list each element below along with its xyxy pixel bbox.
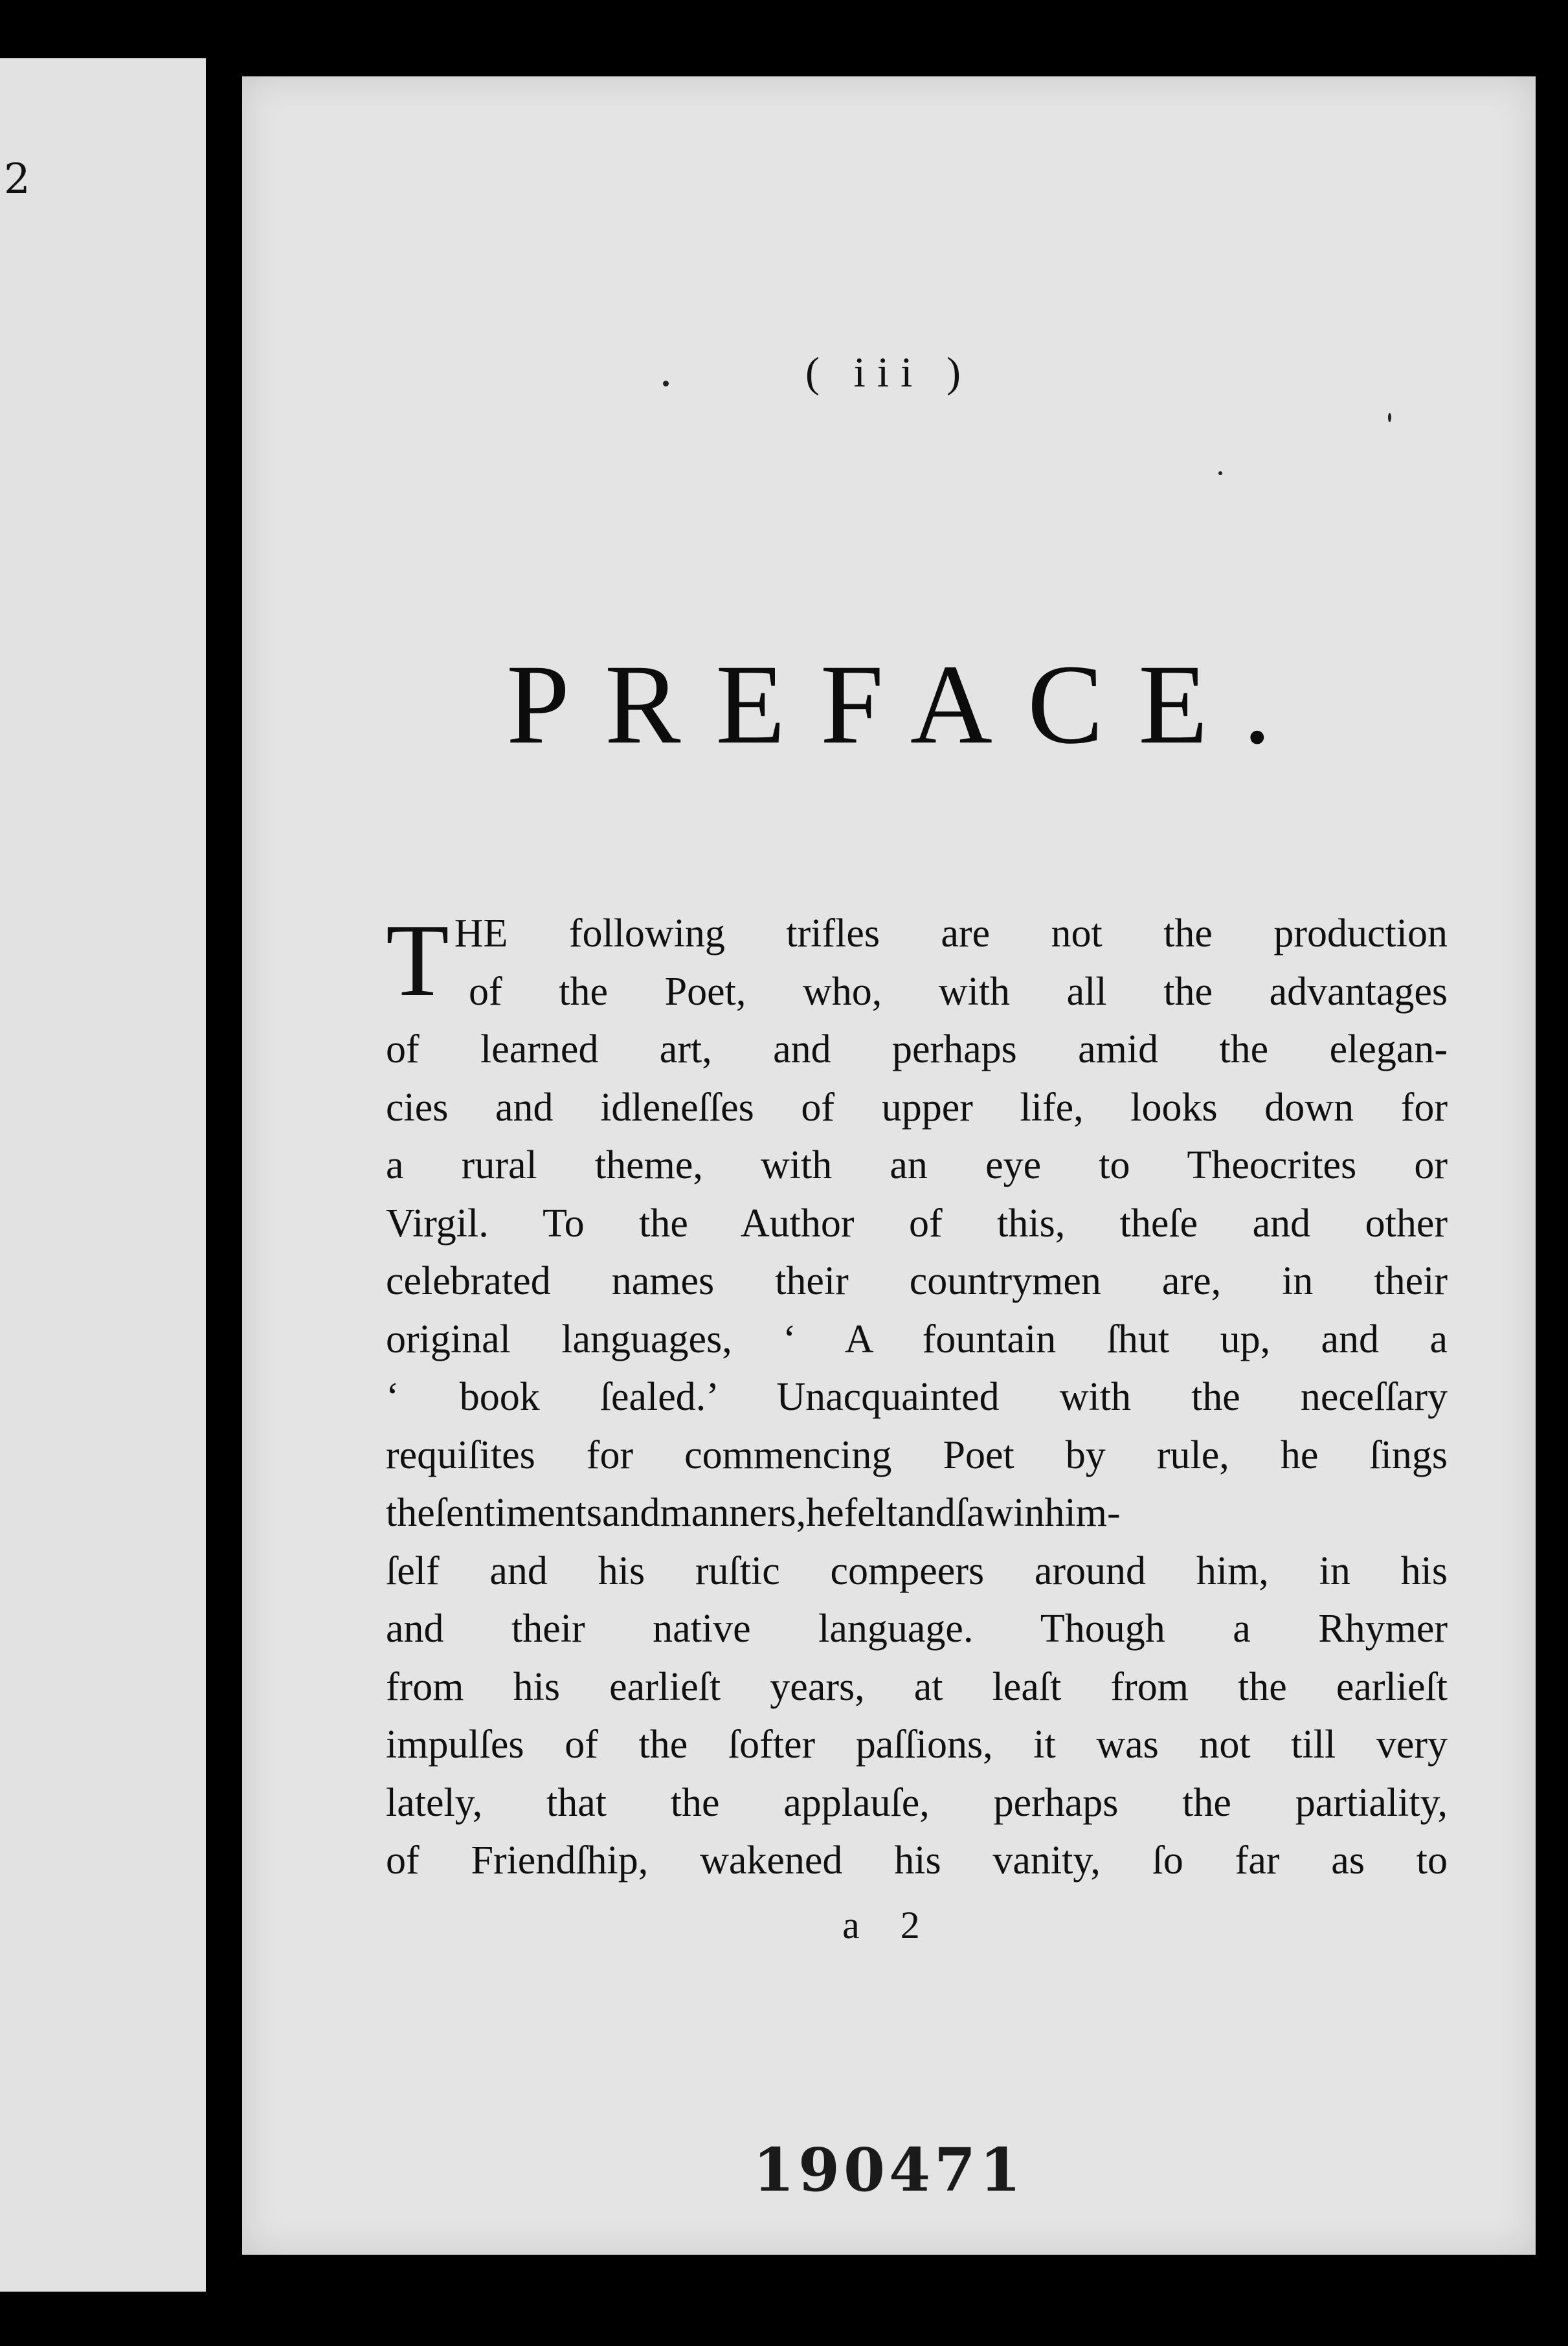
paper-speck [663, 381, 669, 386]
body-line: HE following trifles are not the production [454, 911, 1448, 955]
body-line: ſelf and his ruſtic compeers around him, in his [386, 1548, 1448, 1593]
preface-body [386, 902, 1448, 1890]
library-stamp-number: 190471 [752, 2135, 1025, 2205]
body-line: original languages, ‘ A fountain ſhut up, and a [386, 1317, 1448, 1361]
body-line: celebrated names their countrymen are, in their [386, 1259, 1448, 1303]
left-page-mark: 2 [4, 155, 30, 203]
preface-page [242, 76, 1536, 2255]
body-line: lately, that the applauſe, perhaps the partiality, [386, 1780, 1448, 1825]
body-line: ‘ book ſealed.’ Unacquainted with the neceſſary [386, 1375, 1448, 1419]
body-line: cies and idleneſſes of upper life, looks down for [386, 1085, 1448, 1130]
paper-speck [1218, 471, 1222, 475]
body-line: Virgil. To the Author of this, theſe and other [386, 1201, 1448, 1246]
body-line: a rural theme, with an eye to Theocrites or [386, 1143, 1448, 1187]
body-line: requiſites for commencing Poet by rule, he ſings [386, 1433, 1448, 1477]
body-line: theſentimentsandmanners,hefeltandſawinhim- [386, 1491, 1121, 1535]
paper-speck [1388, 413, 1391, 422]
body-line: impulſes of the ſofter paſſions, it was not till very [386, 1723, 1448, 1767]
left-page-edge [0, 58, 206, 2292]
page-folio: ( iii ) [805, 349, 972, 396]
page-title: PREFACE. [506, 642, 1306, 768]
body-line: of the Poet, who, with all the advantages [469, 969, 1448, 1014]
body-line: of learned art, and perhaps amid the elegan- [386, 1027, 1448, 1071]
drop-cap: T [386, 902, 449, 1018]
body-line: of Friendſhip, wakened his vanity, ſo far as to [386, 1838, 1448, 1882]
book-gutter [206, 0, 242, 2346]
body-line: from his earlieſt years, at leaſt from the earlieſt [386, 1664, 1448, 1709]
signature-mark: a 2 [842, 1904, 935, 1947]
body-line: and their native language. Though a Rhymer [386, 1607, 1448, 1651]
